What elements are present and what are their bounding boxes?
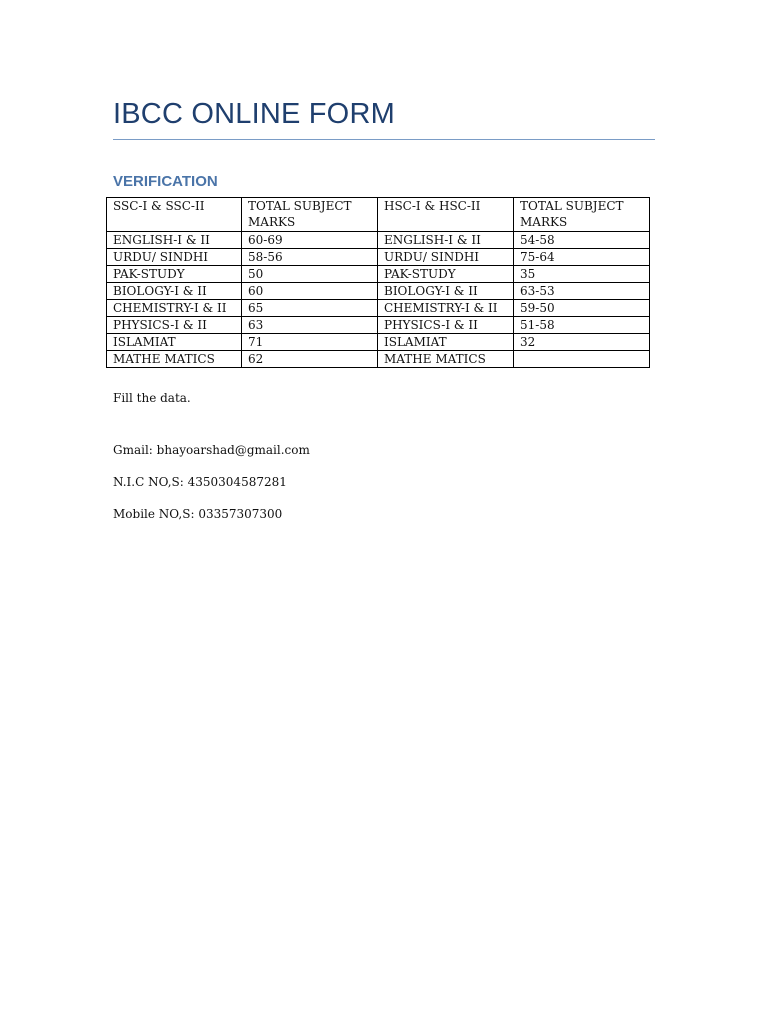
- table-cell: MATHE MATICS: [378, 351, 514, 368]
- table-row: [107, 317, 650, 334]
- mobile-line: Mobile NO,S: 03357307300: [113, 507, 283, 521]
- table-row: [107, 351, 650, 368]
- table-cell: CHEMISTRY-I & II: [107, 300, 242, 317]
- table-cell: 50: [242, 266, 378, 283]
- table-cell: 54-58: [514, 232, 650, 249]
- section-heading-verification: VERIFICATION: [113, 173, 218, 190]
- table-cell: 58-56: [242, 249, 378, 266]
- table-row: [107, 232, 650, 249]
- table-header-row: [107, 198, 650, 232]
- table-cell: 62: [242, 351, 378, 368]
- table-cell: 63-53: [514, 283, 650, 300]
- table-row: [107, 249, 650, 266]
- table-cell: PHYSICS-I & II: [378, 317, 514, 334]
- table-cell: MATHE MATICS: [107, 351, 242, 368]
- nic-line: N.I.C NO,S: 4350304587281: [113, 475, 287, 489]
- table-row: [107, 266, 650, 283]
- table-cell: URDU/ SINDHI: [107, 249, 242, 266]
- marks-table: [106, 197, 650, 368]
- table-row: [107, 283, 650, 300]
- table-cell: PHYSICS-I & II: [107, 317, 242, 334]
- table-cell: 32: [514, 334, 650, 351]
- table-cell: 59-50: [514, 300, 650, 317]
- fill-note: Fill the data.: [113, 391, 191, 405]
- table-cell: 35: [514, 266, 650, 283]
- table-cell: 75-64: [514, 249, 650, 266]
- table-cell: PAK-STUDY: [378, 266, 514, 283]
- table-header-cell: HSC-I & HSC-II: [378, 198, 514, 232]
- table-header-cell: SSC-I & SSC-II: [107, 198, 242, 232]
- table-cell: BIOLOGY-I & II: [107, 283, 242, 300]
- table-header-cell: TOTAL SUBJECT MARKS: [242, 198, 378, 232]
- table-cell: URDU/ SINDHI: [378, 249, 514, 266]
- table-cell: 51-58: [514, 317, 650, 334]
- table-cell: ENGLISH-I & II: [378, 232, 514, 249]
- title-divider: [113, 139, 655, 140]
- table-cell: ISLAMIAT: [107, 334, 242, 351]
- table-cell: 60-69: [242, 232, 378, 249]
- table-row: [107, 334, 650, 351]
- table-cell: 63: [242, 317, 378, 334]
- table-cell: ISLAMIAT: [378, 334, 514, 351]
- table-cell: PAK-STUDY: [107, 266, 242, 283]
- table-cell: CHEMISTRY-I & II: [378, 300, 514, 317]
- table-cell: [514, 351, 650, 368]
- table-cell: 60: [242, 283, 378, 300]
- document-title: IBCC ONLINE FORM: [113, 98, 395, 130]
- table-cell: 65: [242, 300, 378, 317]
- gmail-line: Gmail: bhayoarshad@gmail.com: [113, 443, 310, 457]
- table-cell: ENGLISH-I & II: [107, 232, 242, 249]
- table-row: [107, 300, 650, 317]
- table-cell: BIOLOGY-I & II: [378, 283, 514, 300]
- table-cell: 71: [242, 334, 378, 351]
- table-header-cell: TOTAL SUBJECT MARKS: [514, 198, 650, 232]
